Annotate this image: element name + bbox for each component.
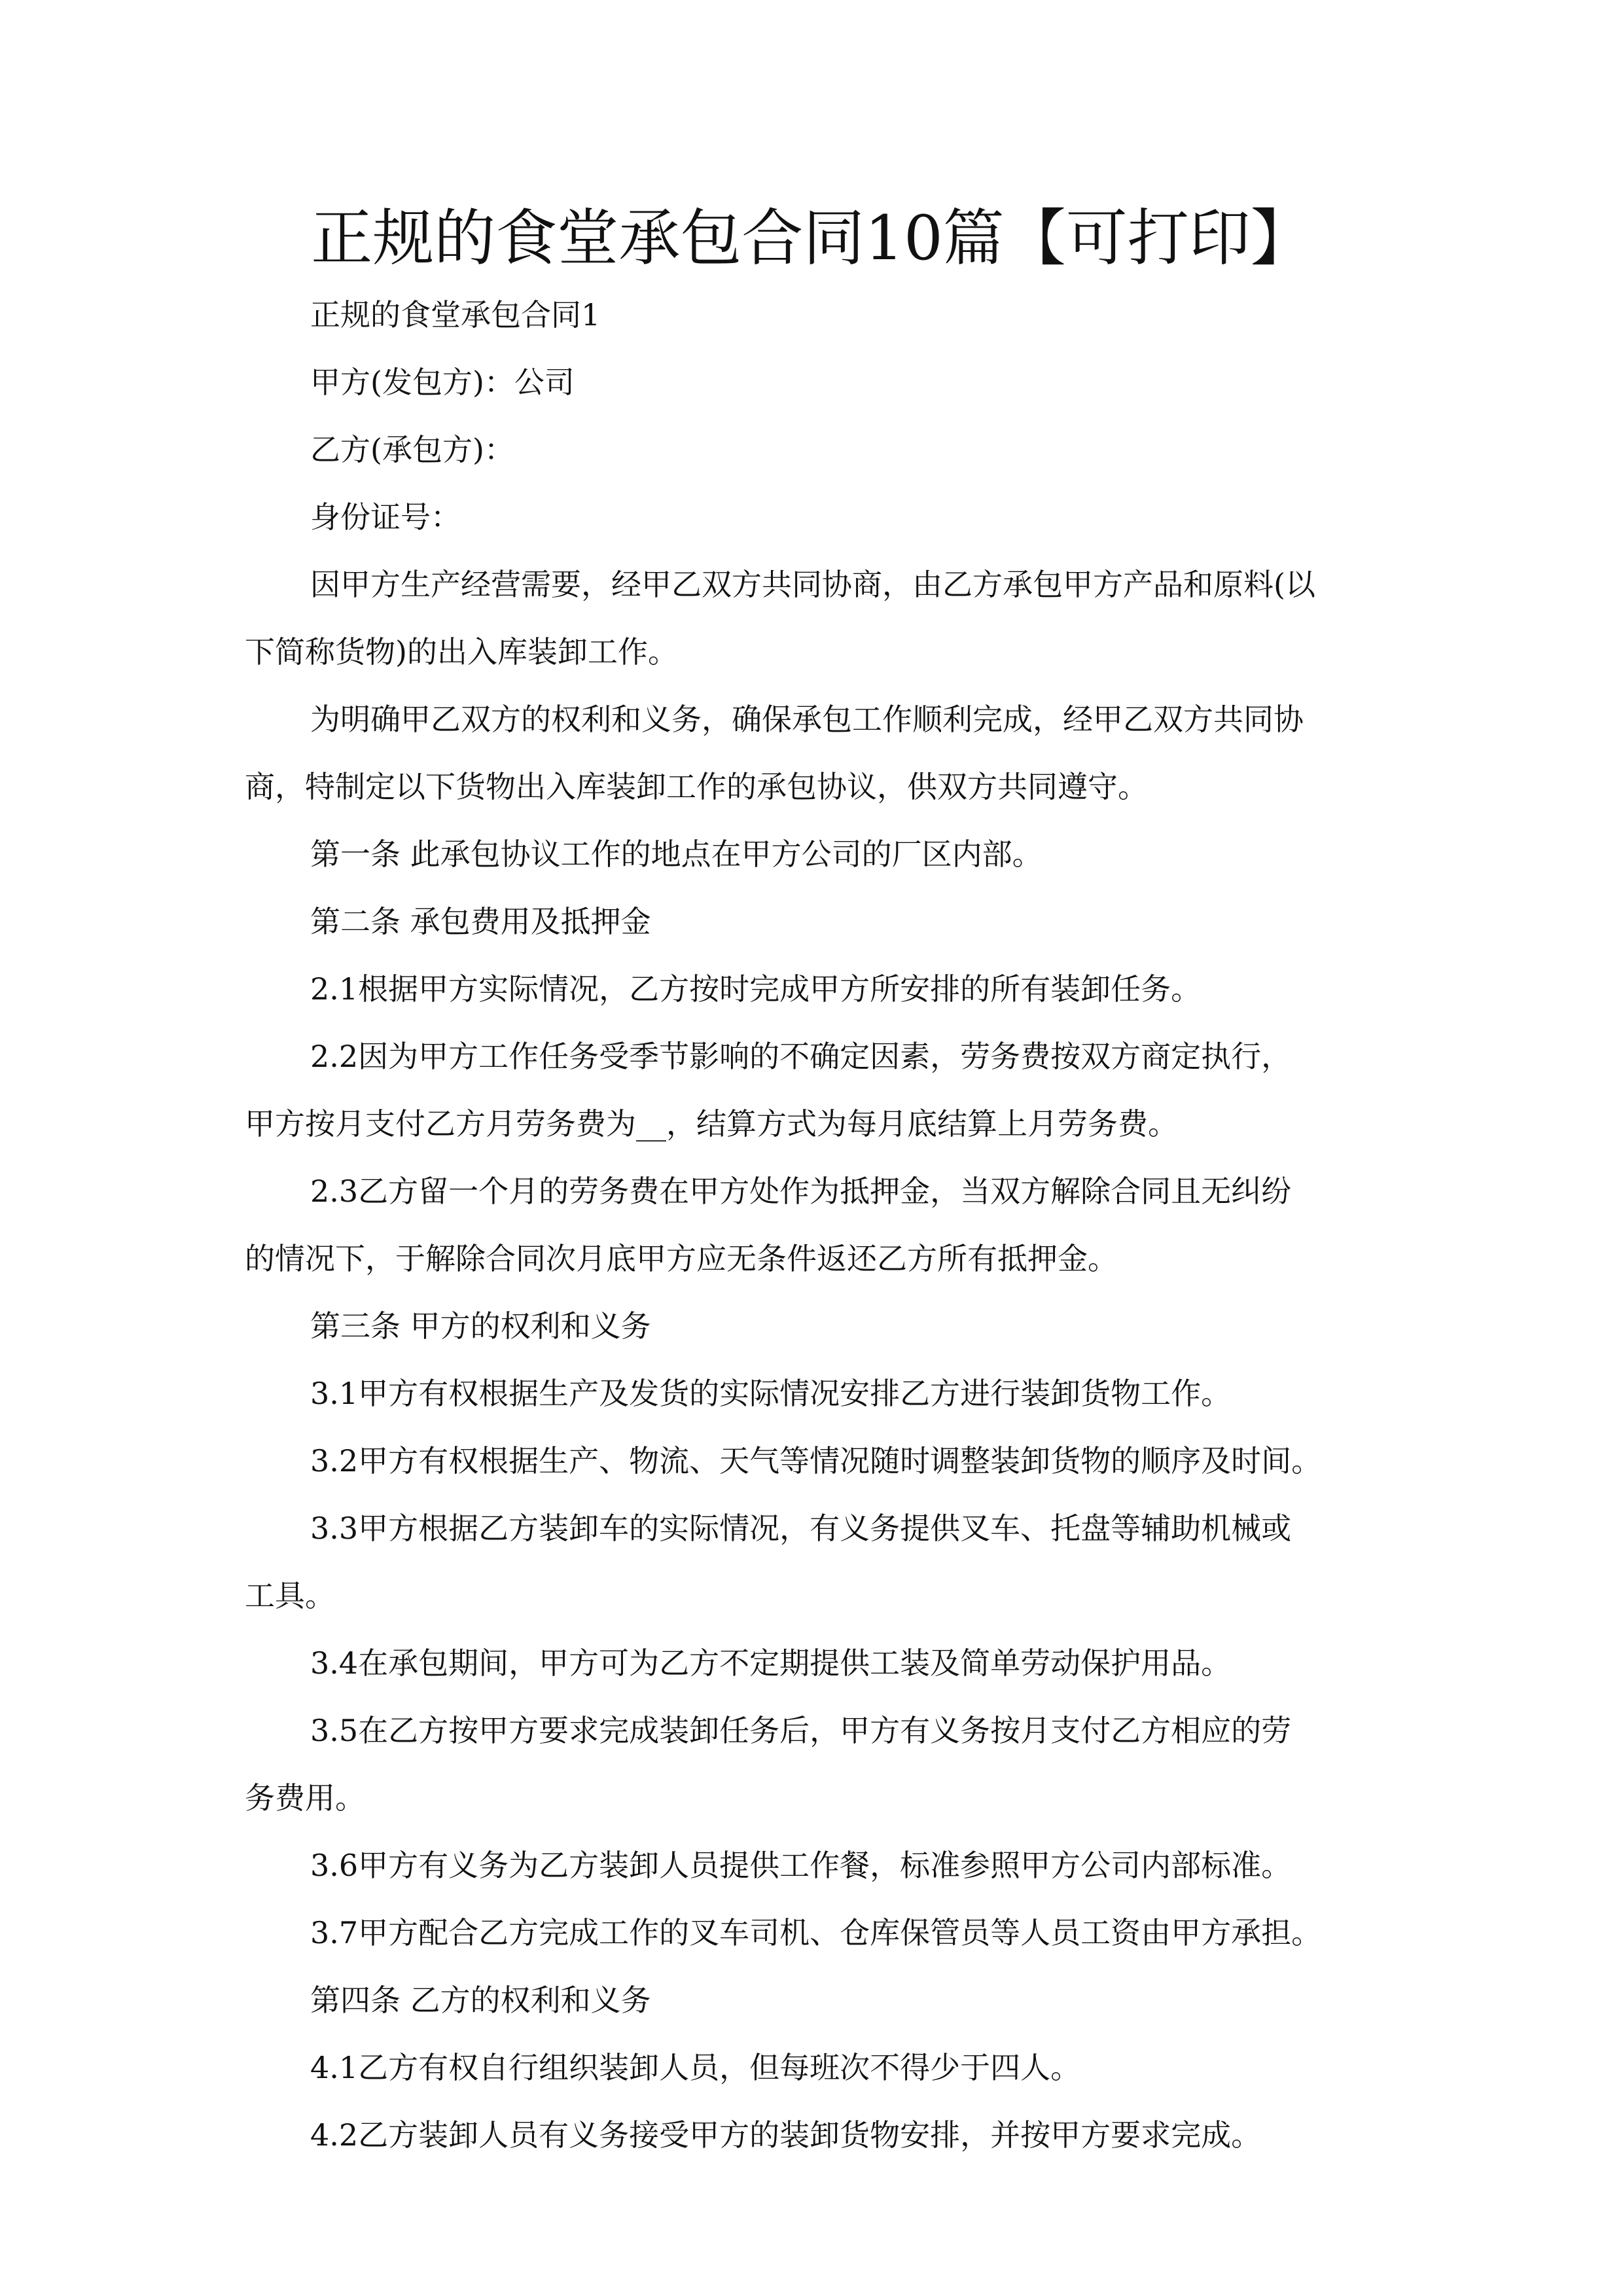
clause-line: 3.1甲方有权根据生产及发货的实际情况安排乙方进行装卸货物工作。: [310, 1376, 1232, 1411]
article-heading: 第三条 甲方的权利和义务: [310, 1308, 651, 1344]
id-number-line: 身份证号：: [310, 499, 461, 535]
document-title: 正规的食堂承包合同10篇【可打印】: [311, 203, 1312, 274]
paragraph-line: 为明确甲乙双方的权利和义务，确保承包工作顺利完成，经甲乙双方共同协: [310, 702, 1304, 737]
paragraph-line: 因甲方生产经营需要，经甲乙双方共同协商，由乙方承包甲方产品和原料(以: [310, 567, 1315, 602]
clause-line: 3.4在承包期间，甲方可为乙方不定期提供工装及简单劳动保护用品。: [310, 1645, 1232, 1681]
article-heading: 第四条 乙方的权利和义务: [310, 1982, 651, 2018]
clause-line: 3.6甲方有义务为乙方装卸人员提供工作餐，标准参照甲方公司内部标准。: [310, 1848, 1292, 1883]
clause-line: 3.2甲方有权根据生产、物流、天气等情况随时调整装卸货物的顺序及时间。: [310, 1443, 1322, 1479]
party-b-line: 乙方(承包方)：: [310, 432, 514, 467]
clause-line: 甲方按月支付乙方月劳务费为__，结算方式为每月底结算上月劳务费。: [245, 1106, 1178, 1141]
clause-line: 3.5在乙方按甲方要求完成装卸任务后，甲方有义务按月支付乙方相应的劳: [310, 1713, 1292, 1748]
article-heading: 第一条 此承包协议工作的地点在甲方公司的厂区内部。: [310, 836, 1043, 872]
clause-line: 工具。: [245, 1578, 335, 1613]
clause-line: 的情况下，于解除合同次月底甲方应无条件返还乙方所有抵押金。: [245, 1241, 1118, 1276]
party-a-line: 甲方(发包方)：公司: [310, 365, 575, 400]
clause-line: 2.1根据甲方实际情况，乙方按时完成甲方所安排的所有装卸任务。: [310, 971, 1202, 1007]
section-heading: 正规的食堂承包合同1: [310, 297, 601, 332]
article-heading: 第二条 承包费用及抵押金: [310, 904, 651, 939]
clause-line: 2.2因为甲方工作任务受季节影响的不确定因素，劳务费按双方商定执行，: [310, 1039, 1292, 1074]
clause-line: 务费用。: [245, 1780, 365, 1816]
clause-line: 4.2乙方装卸人员有义务接受甲方的装卸货物安排，并按甲方要求完成。: [310, 2117, 1262, 2153]
clause-line: 4.1乙方有权自行组织装卸人员，但每班次不得少于四人。: [310, 2050, 1081, 2085]
clause-line: 2.3乙方留一个月的劳务费在甲方处作为抵押金，当双方解除合同且无纠纷: [310, 1174, 1292, 1209]
paragraph-line: 下简称货物)的出入库装卸工作。: [245, 634, 678, 670]
clause-line: 3.3甲方根据乙方装卸车的实际情况，有义务提供叉车、托盘等辅助机械或: [310, 1511, 1292, 1546]
paragraph-line: 商，特制定以下货物出入库装卸工作的承包协议，供双方共同遵守。: [245, 769, 1148, 804]
clause-line: 3.7甲方配合乙方完成工作的叉车司机、仓库保管员等人员工资由甲方承担。: [310, 1915, 1322, 1950]
